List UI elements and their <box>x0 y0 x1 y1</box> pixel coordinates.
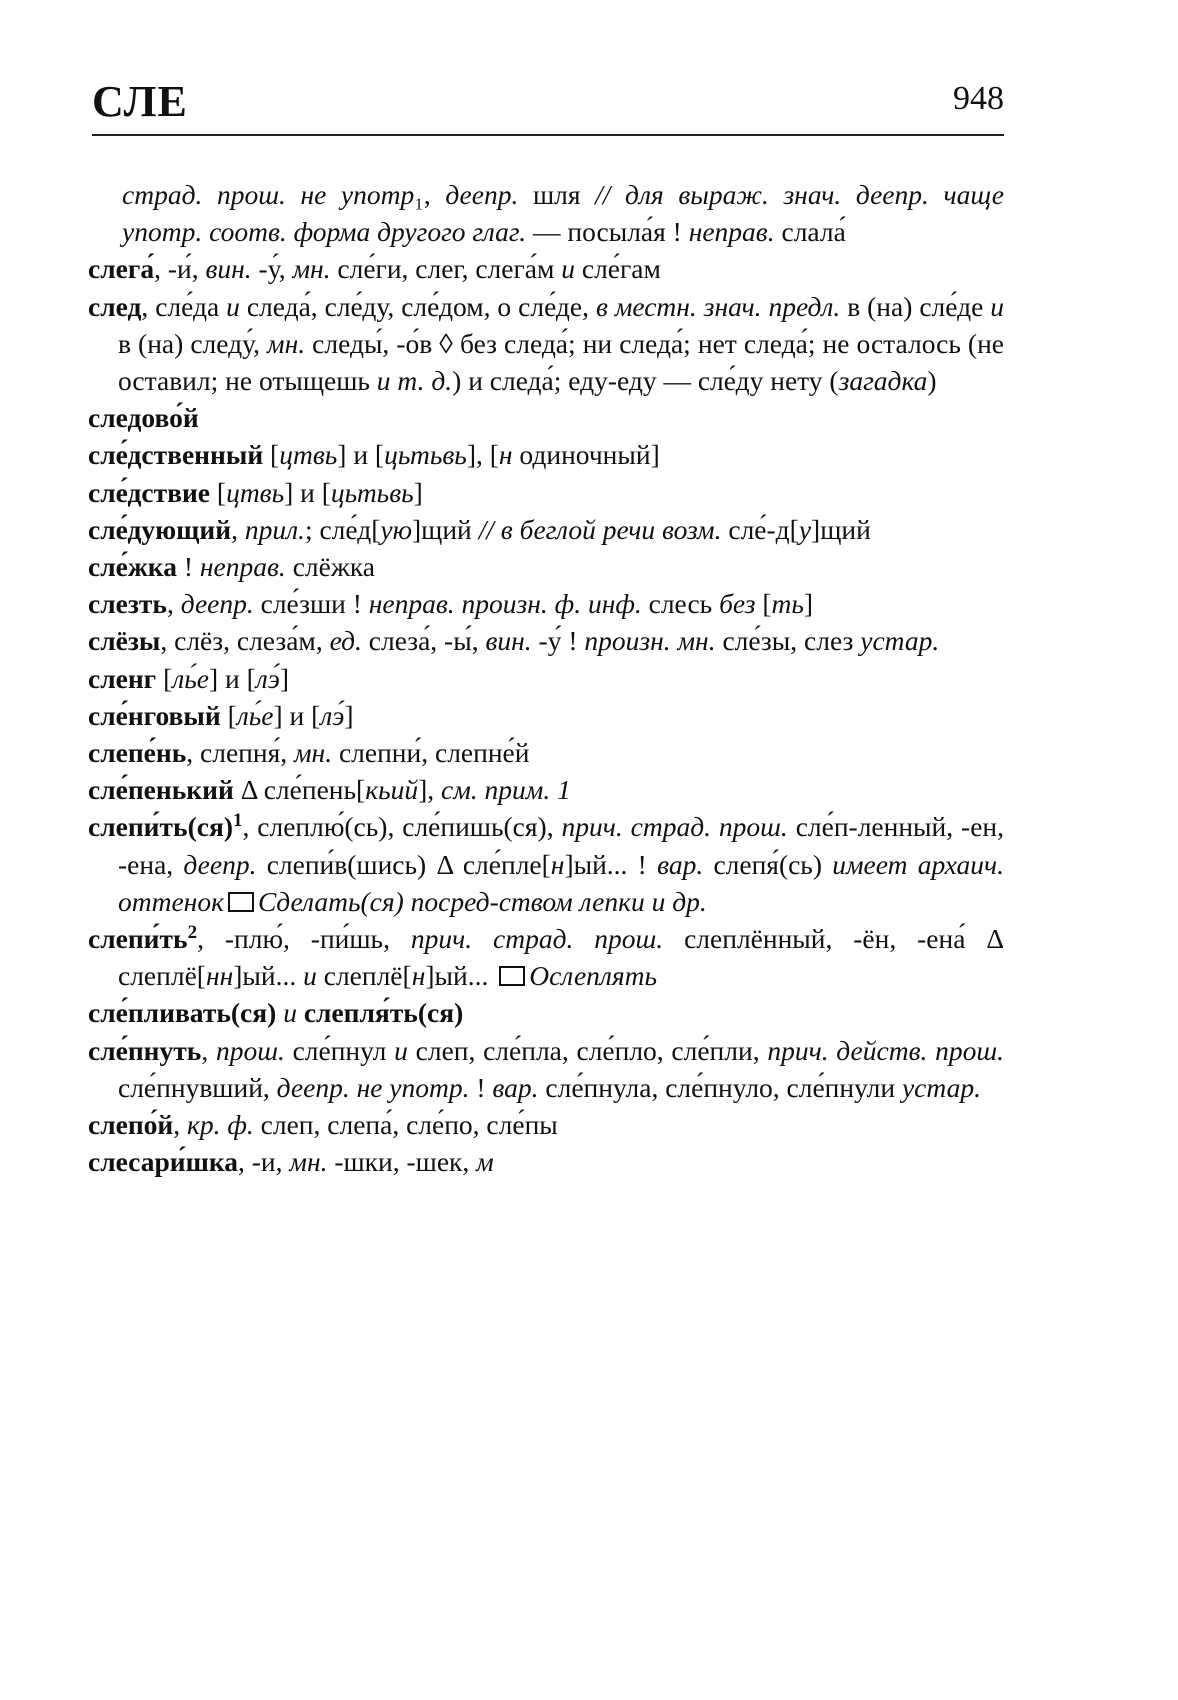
entry-text: ! <box>176 551 200 583</box>
grammar-note: произн. мн. <box>584 625 716 657</box>
grammar-note: и <box>990 290 1004 322</box>
grammar-note: прил. <box>244 513 305 545</box>
entry-text: слеплё[ <box>316 960 412 992</box>
entry-text: слепни́, слепне́й <box>332 737 530 769</box>
headword: слёзы <box>88 625 161 657</box>
grammar-note: // для выраж. знач. деепр. чаще употр. соотв. форма другого глаг. <box>122 179 1004 248</box>
grammar-note: цтвь <box>279 439 338 471</box>
dictionary-entry <box>88 585 1004 622</box>
grammar-note: ль́е <box>236 699 274 731</box>
entry-text: , слепня́, <box>186 737 294 769</box>
headword: сле́пливать(ся) <box>88 997 277 1029</box>
dictionary-entry <box>88 808 1004 920</box>
dictionary-entry <box>88 250 1004 287</box>
entry-text: , <box>201 1034 216 1066</box>
grammar-note: прош. <box>215 1034 285 1066</box>
headword: сле́нговый <box>88 699 221 731</box>
grammar-note: кьий <box>365 774 419 806</box>
entry-text: ]ый... <box>233 960 304 992</box>
headword: сле́пенький <box>88 774 234 806</box>
entry-text: сле́гам <box>575 253 661 285</box>
grammar-note: и <box>303 960 317 992</box>
headword: слепе́нь <box>88 737 187 769</box>
entry-text: , слеплю́(сь), сле́пишь(ся), <box>242 811 562 843</box>
entry-text: ], <box>418 774 442 806</box>
grammar-note: нн <box>205 960 234 992</box>
entry-text: -шки, -шек, <box>327 1146 477 1178</box>
entry-text: сле́пнул <box>284 1034 395 1066</box>
dictionary-entry <box>88 734 1004 771</box>
grammar-note: неправ. произн. ф. инф. <box>368 588 642 620</box>
entry-text: слепя́(сь) <box>703 848 833 880</box>
headword: слепи́ть(ся) <box>88 811 233 843</box>
grammar-note: мн. <box>294 737 333 769</box>
grammar-note: в местн. знач. предл. <box>595 290 841 322</box>
entry-text: , <box>173 1109 188 1141</box>
grammar-note: кр. ф. <box>187 1109 254 1141</box>
entry-text: слеза́, -ы́, <box>361 625 486 657</box>
dictionary-entry <box>88 511 1004 548</box>
dictionary-entry <box>88 697 1004 734</box>
entry-text: ] и [ <box>273 699 321 731</box>
homonym-number: 1 <box>232 810 243 832</box>
entry-text: , сле́да <box>141 290 227 322</box>
entry-text: ], [ <box>466 439 499 471</box>
entry-text: -у́ ! <box>531 625 585 657</box>
grammar-note: мн. <box>267 327 306 359</box>
entry-text: ] <box>413 476 423 508</box>
entry-text: слесь <box>641 588 720 620</box>
headword: сле́дующий <box>88 513 232 545</box>
entry-text: [ <box>156 662 173 694</box>
entry-text: ] <box>279 662 290 694</box>
headword: слега́ <box>88 253 155 285</box>
entry-text: ] и [ <box>337 439 385 471</box>
entry-text: сле́пнувший, <box>118 1071 277 1103</box>
grammar-note: вин. <box>205 253 252 285</box>
grammar-note: деепр. <box>445 179 519 210</box>
grammar-note: и <box>226 290 240 322</box>
grammar-note: ль́е <box>172 662 209 694</box>
homonym-number: 2 <box>187 922 198 944</box>
entry-text: , -и́, <box>154 253 206 285</box>
entry-text: ) и следа́; еду-еду — сле́ду нету ( <box>452 365 839 397</box>
grammar-note: цьтьвь <box>330 476 414 508</box>
entry-text: ] <box>803 588 814 620</box>
dictionary-entry <box>88 474 1004 511</box>
grammar-note: н <box>498 439 513 471</box>
entry-text: ]ый... ! <box>564 848 658 880</box>
grammar-note: лэ́ <box>320 699 345 731</box>
grammar-note: устар. <box>860 625 940 657</box>
dictionary-entry <box>88 288 1004 400</box>
grammar-note: и <box>283 997 297 1029</box>
grammar-note: у <box>798 513 812 545</box>
grammar-note: и <box>394 1034 408 1066</box>
grammar-note: см. прим. 1 <box>441 774 571 806</box>
entry-text: [ <box>263 439 280 471</box>
entry-text: одиночный] <box>512 439 660 471</box>
entry-text: Δ сле́пень[ <box>233 774 366 806</box>
entry-text: ) <box>927 365 937 397</box>
entry-text: ] и [ <box>284 476 331 508</box>
grammar-note: мн. <box>289 1146 328 1178</box>
entry-text: сле́-д[ <box>721 513 799 545</box>
grammar-note: вин. <box>485 625 532 657</box>
grammar-note: мн. <box>292 253 331 285</box>
grammar-note: без <box>719 588 756 620</box>
dictionary-entry <box>88 622 1004 659</box>
entry-text: ]щий <box>811 513 871 545</box>
entry-text: — посыла́я ! <box>526 216 689 248</box>
headword: сленг <box>88 662 157 694</box>
dictionary-entry <box>88 660 1004 697</box>
entry-text: слеплённый, -ён, -ена́ Δ слеплё[ <box>118 923 1005 992</box>
grammar-note: прич. действ. прош. <box>767 1034 1005 1066</box>
grammar-note: вар. <box>492 1071 539 1103</box>
entry-text: слёжка <box>285 551 375 583</box>
entry-text: слеп, сле́пла, сле́пло, сле́пли, <box>407 1034 768 1066</box>
page-header <box>92 74 1004 136</box>
entry-text: ]ый... <box>425 960 496 992</box>
dictionary-entry <box>88 994 1004 1031</box>
entry-text: сле́п-ленный, -ен, -ена, <box>118 811 1004 880</box>
entry-text: следы́, -о́в ◊ без следа́; ни следа́; нет следа́; не осталось (не оставил; не отыщешь <box>118 327 1005 397</box>
grammar-note: ть <box>771 588 804 620</box>
dictionary-entry <box>88 176 1004 250</box>
page-number: 948 <box>953 80 1004 117</box>
entry-text: слепи́в(шись) Δ сле́пле[ <box>256 848 551 880</box>
entry-text: , -плю́, -пи́шь, <box>197 923 411 955</box>
grammar-note: вар. <box>657 848 704 880</box>
entry-text: ₁, <box>414 179 446 210</box>
headword: сле́дствие <box>88 476 211 508</box>
grammar-note: неправ. <box>199 551 286 583</box>
dictionary-entry <box>88 1143 1004 1180</box>
entry-text: в (на) сле́де <box>840 290 991 322</box>
grammar-note: прич. страд. прош. <box>561 811 788 843</box>
grammar-note: цтвь <box>226 476 285 508</box>
grammar-note: неправ. <box>688 216 775 248</box>
entry-text: [ <box>210 476 227 508</box>
entry-text: ]щий <box>411 513 479 545</box>
entry-text: , слёз, слеза́м, <box>160 625 330 657</box>
headword: слесари́шка <box>88 1146 239 1178</box>
headword: слепо́й <box>88 1109 174 1141</box>
dictionary-entry <box>88 548 1004 585</box>
entry-text: ; сле́д[ <box>304 513 381 545</box>
entry-text: [ <box>755 588 772 620</box>
entry-text: , <box>166 588 181 620</box>
entry-text: следа́, сле́ду, сле́дом, о сле́де, <box>239 290 596 322</box>
entry-text: ] и [ <box>208 662 256 694</box>
entry-text: -у́, <box>251 253 293 285</box>
entry-text: ! <box>469 1071 493 1103</box>
grammar-note: цьтьвь <box>384 439 467 471</box>
dictionary-entry <box>88 1032 1004 1106</box>
grammar-note: ую <box>380 513 412 545</box>
entry-text: [ <box>220 699 237 731</box>
entry-text: сле́зы, слез <box>715 625 861 657</box>
headword: следово́й <box>88 402 199 434</box>
grammar-note: лэ́ <box>255 662 280 694</box>
definition-box-icon <box>228 892 254 912</box>
entry-text: сле́ги, слег, слега́м <box>330 253 562 285</box>
entry-text: слала́ <box>774 216 846 248</box>
entry-text: , -и, <box>238 1146 290 1178</box>
grammar-note: страд. прош. не употр <box>122 179 415 210</box>
grammar-note: н <box>550 848 565 880</box>
entry-text <box>297 997 304 1028</box>
definition-box-icon <box>499 966 525 986</box>
grammar-note: деепр. <box>180 588 254 620</box>
entry-text: слеп, слепа́, сле́по, сле́пы <box>253 1109 558 1141</box>
grammar-note: прич. страд. прош. <box>410 923 664 955</box>
grammar-note: и <box>561 253 575 285</box>
headword: след <box>88 290 142 322</box>
entry-text: ] <box>344 699 354 731</box>
headword: слезть <box>88 588 167 620</box>
dictionary-entry <box>88 399 1004 436</box>
grammar-note: Ослеплять <box>529 960 658 992</box>
grammar-note: имеет архаич. оттенок <box>118 848 1004 917</box>
grammar-note: загадка <box>838 365 928 397</box>
dictionary-entries <box>88 176 1004 1180</box>
grammar-note: деепр. <box>183 848 257 880</box>
entry-text: в (на) следу́, <box>118 327 268 359</box>
entry-text: сле́пнула, сле́пнуло, сле́пнули <box>538 1071 902 1103</box>
grammar-note: м <box>476 1146 494 1178</box>
grammar-note: ед. <box>329 625 362 657</box>
grammar-note: Сделать(ся) посред-ством лепки и др. <box>257 885 707 917</box>
grammar-note: н <box>411 960 426 992</box>
grammar-note: деепр. не употр. <box>276 1071 470 1103</box>
entry-text: шля <box>518 179 596 210</box>
entry-text: , <box>231 513 245 545</box>
headword: сле́дственный <box>88 439 264 471</box>
grammar-note: и т. д. <box>376 365 453 397</box>
running-head: СЛЕ <box>92 77 188 126</box>
headword: сле́жка <box>88 551 177 583</box>
grammar-note: // в беглой речи возм. <box>478 513 722 545</box>
grammar-note: устар. <box>901 1071 981 1103</box>
headword: слепи́ть <box>88 923 188 955</box>
dictionary-entry <box>88 771 1004 808</box>
entry-text: слепля́ть(ся) <box>303 997 464 1029</box>
dictionary-entry <box>88 436 1004 473</box>
headword: сле́пнуть <box>88 1034 202 1066</box>
dictionary-entry <box>88 1106 1004 1143</box>
dictionary-entry <box>88 920 1004 994</box>
entry-text: сле́зши ! <box>253 588 369 620</box>
